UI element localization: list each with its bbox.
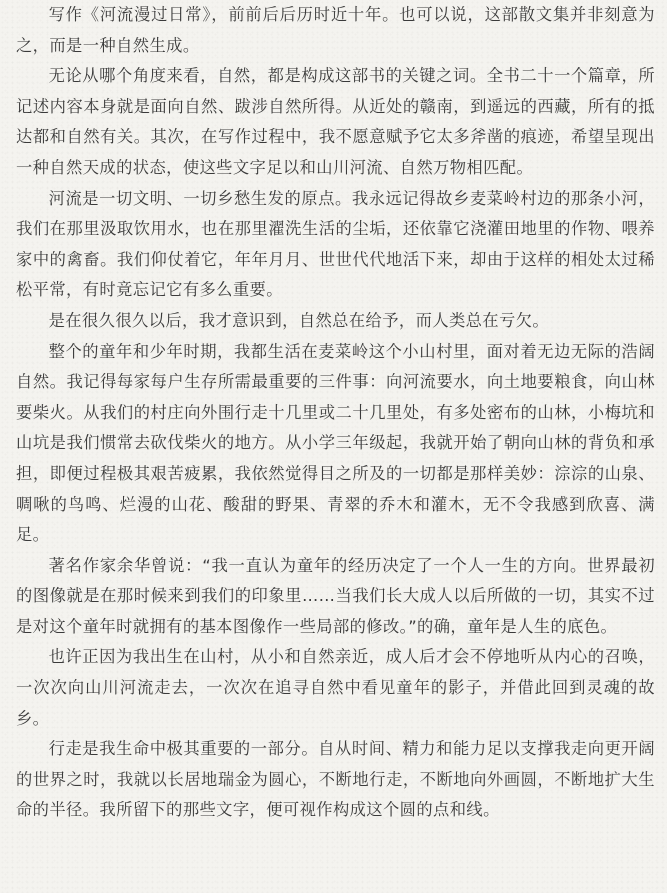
paragraph: 行走是我生命中极其重要的一部分。自从时间、精力和能力足以支撑我走向更开阔的世界之时，我就以长居地瑞金为圆心，不断地行走，不断地向外画圆，不断地扩大生命的半径。我所留下的那些文字，便可视作构成这个圆的点和线。: [16, 739, 655, 820]
paragraph: 整个的童年和少年时期，我都生活在麦菜岭这个小山村里，面对着无边无际的浩阔自然。我记得每家每户生存所需最重要的三件事：向河流要水，向土地要粮食，向山林要柴火。从我们的村庄向外围行走十几里或二十几里处，有多处密布的山林，小梅坑和山坑是我们惯常去砍伐柴火的地方。从小学三年级起，我就开始了朝向山林的背负和承担，即便过程极其艰苦疲累，我依然觉得目之所及的一切都是那样美妙：淙淙的山泉、啁啾的鸟鸣、烂漫的山花、酸甜的野果、青翠的乔木和灌木，无不令我感到欣喜、满足。: [16, 341, 655, 545]
paragraph: 无论从哪个角度来看，自然，都是构成这部书的关键之词。全书二十一个篇章，所记述内容本身就是面向自然、跋涉自然所得。从近处的赣南，到遥远的西藏，所有的抵达都和自然有关。其次，在写作过程中，我不愿意赋予它太多斧凿的痕迹，希望呈现出一种自然天成的状态，使这些文字足以和山川河流、自然万物相匹配。: [16, 66, 655, 177]
paragraph: 河流是一切文明、一切乡愁生发的原点。我永远记得故乡麦菜岭村边的那条小河，我们在那里汲取饮用水，也在那里濯洗生活的尘垢，还依靠它浇灌田地里的作物、喂养家中的禽畜。我们仰仗着它，年年月月、世世代代地活下来，却由于这样的相处太过稀松平常，有时竟忘记它有多么重要。: [16, 188, 655, 300]
paragraph: 是在很久很久以后，我才意识到，自然总在给予，而人类总在亏欠。: [48, 310, 550, 330]
paragraph: 写作《河流漫过日常》，前前后后历时近十年。也可以说，这部散文集并非刻意为之，而是一种自然生成。: [16, 5, 655, 55]
paragraph: 也许正因为我出生在山村，从小和自然亲近，成人后才会不停地听从内心的召唤，一次次向山川河流走去，一次次在追寻自然中看见童年的影子，并借此回到灵魂的故乡。: [16, 647, 655, 728]
paragraph: 著名作家余华曾说：“我一直认为童年的经历决定了一个人一生的方向。世界最初的图像就是在那时候来到我们的印象里……当我们长大成人以后所做的一切，其实不过是对这个童年时就拥有的基本图像作一些局部的修改。”的确，童年是人生的底色。: [16, 555, 655, 636]
